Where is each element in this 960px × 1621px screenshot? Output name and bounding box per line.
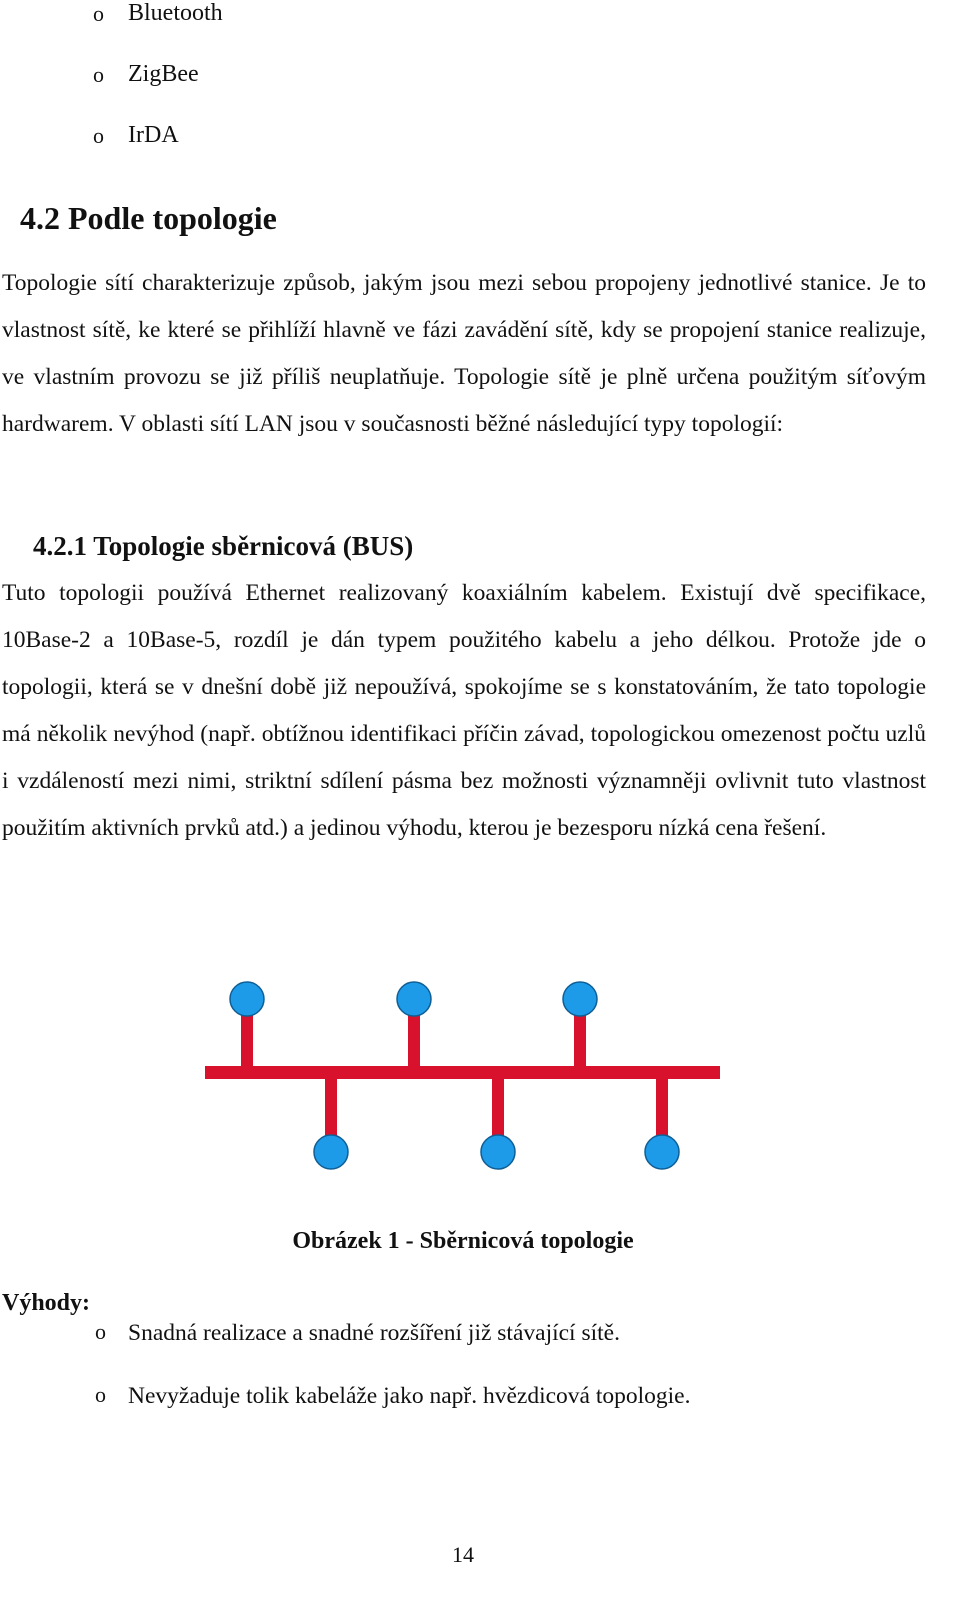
list-item — [93, 122, 223, 183]
network-node — [481, 1135, 515, 1169]
bus-topology-paragraph: Tuto topologii používá Ethernet realizovaný koaxiálním kabelem. Existují dvě specifikace, 10Base-2 a 10Base-5, rozdíl je dán typem použitého kabelu a jeho délkou. Protože jde o topologii, která se v dnešní době již nepoužívá, spokojíme se s konstatováním, že tato topologie má několik nevýhod (např. obtížnou identifikaci příčin závad, topologickou omezenost počtu uzlů i vzdáleností mezi nimi, striktní sdílení pásma bez možnosti významněji ovlivnit tuto vlastnost použitím aktivních prvků atd.) a jedinou výhodu, kterou je bezesporu nízká cena řešení. — [2, 580, 926, 841]
list-bullet: o — [93, 1, 104, 26]
list-bullet: o — [95, 1382, 106, 1407]
section-heading: 4.2 Podle topologie — [20, 200, 277, 236]
network-node — [230, 982, 264, 1016]
page-number: 14 — [452, 1542, 474, 1567]
list-bullet: o — [95, 1319, 106, 1344]
list-bullet: o — [93, 62, 104, 87]
network-node — [563, 982, 597, 1016]
list-item-text: Snadná realizace a snadné rozšíření již stávající sítě. — [128, 1320, 620, 1346]
intro-paragraph: Topologie sítí charakterizuje způsob, jakým jsou mezi sebou propojeny jednotlivé stanice. Je to vlastnost sítě, ke které se přihlíží hlavně ve fázi zavádění sítě, kdy se propojení stanice realizuje, ve vlastním provozu se již příliš neuplatňuje. Topologie sítě je plně určena použitým síťovým hardwarem. V oblasti sítí LAN jsou v současnosti běžné následující typy topologií: — [2, 270, 926, 437]
network-node — [645, 1135, 679, 1169]
list-item — [95, 1318, 690, 1381]
bus-topology-diagram — [190, 978, 735, 1178]
list-item-text: ZigBee — [128, 61, 199, 87]
subsection-heading: 4.2.1 Topologie sběrnicová (BUS) — [33, 531, 414, 561]
protocol-list — [93, 0, 223, 183]
list-item — [93, 61, 223, 122]
network-node — [397, 982, 431, 1016]
bus-cable — [205, 1066, 720, 1079]
advantages-list — [95, 1318, 690, 1444]
list-item-text: Nevyžaduje tolik kabeláže jako např. hvězdicová topologie. — [128, 1383, 691, 1409]
list-item — [95, 1381, 690, 1444]
list-item-text: IrDA — [128, 122, 179, 148]
list-item — [93, 0, 223, 61]
list-bullet: o — [93, 123, 104, 148]
list-item-text: Bluetooth — [128, 0, 223, 26]
advantages-label: Výhody: — [2, 1290, 91, 1316]
network-node — [314, 1135, 348, 1169]
figure-caption: Obrázek 1 - Sběrnicová topologie — [292, 1228, 634, 1254]
